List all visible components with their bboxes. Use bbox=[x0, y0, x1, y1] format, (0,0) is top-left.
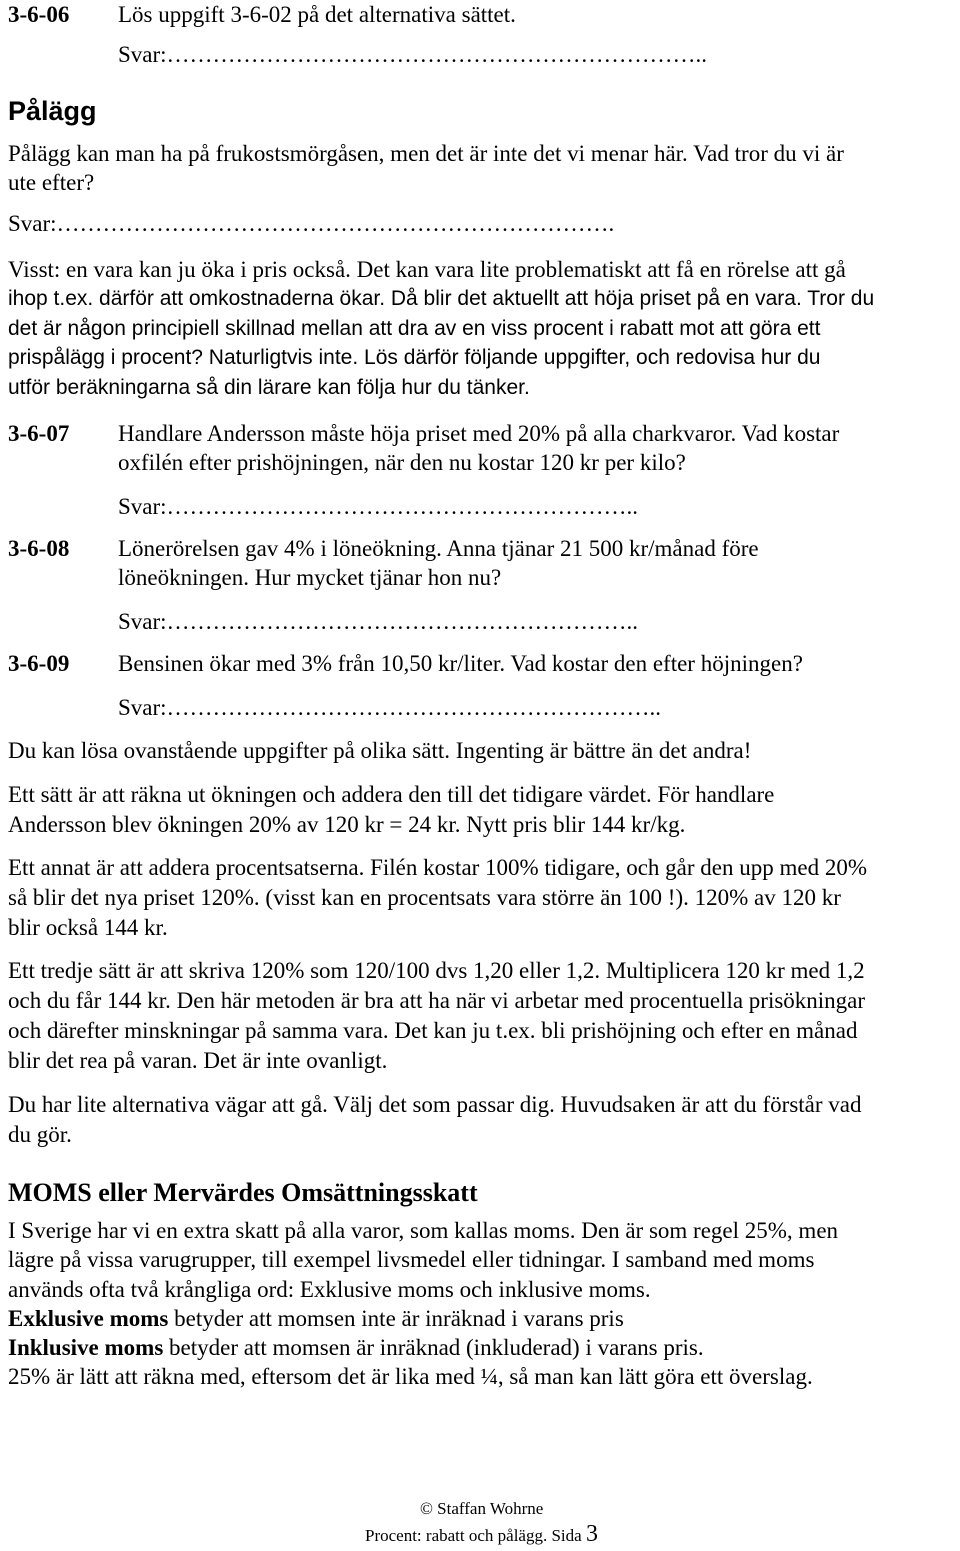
section-heading-palagg: Pålägg bbox=[8, 96, 97, 126]
palagg-paragraph-line: utför beräkningarna så din lärare kan följa hur du tänker. bbox=[8, 376, 530, 399]
methods-paragraph-line: och därefter minskningar på samma vara. Det kan ju t.ex. bli prishöjning och efter en månad bbox=[8, 1018, 858, 1043]
footer-page-info bbox=[365, 1519, 598, 1551]
palagg-paragraph-line: Visst: en vara kan ju öka i pris också. Det kan vara lite problematiskt att få en rörelse att gå bbox=[8, 257, 846, 282]
exercise-text-0607: Handlare Andersson måste höja priset med 20% på alla charkvaror. Vad kostar bbox=[118, 421, 840, 446]
palagg-paragraph-line: det är någon principiell skillnad mellan att dra av en viss procent i rabatt mot att göra ett bbox=[8, 317, 821, 340]
moms-paragraph-line: I Sverige har vi en extra skatt på alla varor, som kallas moms. Den är som regel 25%, men bbox=[8, 1218, 839, 1243]
methods-paragraph-line: blir också 144 kr. bbox=[8, 915, 168, 940]
definition-term: Inklusive moms bbox=[8, 1335, 164, 1360]
exercise-number-0609: 3-6-09 bbox=[8, 651, 70, 676]
methods-paragraph-line: så blir det nya priset 120%. (visst kan en procentsats vara större än 100 !). 120% av 120 kr bbox=[8, 885, 841, 910]
moms-definition-exklusive bbox=[8, 1304, 624, 1334]
methods-paragraph-line: Ett annat är att addera procentsatserna. Filén kostar 100% tidigare, och går den upp med 20% bbox=[8, 855, 868, 880]
footer-page-number: 3 bbox=[585, 1521, 598, 1547]
footer-page-label: Procent: rabatt och pålägg. Sida bbox=[365, 1526, 586, 1545]
exercise-number-0608: 3-6-08 bbox=[8, 536, 70, 561]
moms-paragraph-line: används ofta två krångliga ord: Exklusive moms och inklusive moms. bbox=[8, 1277, 651, 1302]
palagg-intro-line: ute efter? bbox=[8, 170, 95, 195]
moms-paragraph-line: lägre på vissa varugrupper, till exempel livsmedel eller tidningar. I samband med moms bbox=[8, 1247, 815, 1272]
palagg-paragraph-line: prispålägg i procent? Naturligtvis inte. Lös därför följande uppgifter, och redovisa hur du bbox=[8, 346, 821, 369]
exercise-text-0608: Lönerörelsen gav 4% i löneökning. Anna tjänar 21 500 kr/månad före bbox=[118, 536, 759, 561]
answer-line-0606: Svar:…………………………………………………………….. bbox=[118, 42, 708, 67]
exercise-text-0606: Lös uppgift 3-6-02 på det alternativa sättet. bbox=[118, 2, 516, 27]
methods-paragraph-line: du gör. bbox=[8, 1122, 72, 1147]
answer-line-palagg: Svar:………………………………………………………………. bbox=[8, 211, 615, 236]
moms-definition-inklusive bbox=[8, 1333, 704, 1363]
answer-line-0607: Svar:…………………………………………………….. bbox=[118, 494, 639, 519]
exercise-number-0606: 3-6-06 bbox=[8, 2, 70, 27]
palagg-paragraph-line: ihop t.ex. därför att omkostnaderna ökar. Då blir det aktuellt att höja priset på en vara. Tror du bbox=[8, 287, 875, 310]
methods-paragraph: Du kan lösa ovanstående uppgifter på olika sätt. Ingenting är bättre än det andra! bbox=[8, 738, 752, 763]
section-heading-moms: MOMS eller Mervärdes Omsättningsskatt bbox=[8, 1178, 478, 1207]
answer-line-0609: Svar:……………………………………………………….. bbox=[118, 695, 662, 720]
exercise-text-0607: oxfilén efter prishöjningen, när den nu kostar 120 kr per kilo? bbox=[118, 450, 686, 475]
methods-paragraph-line: blir det rea på varan. Det är inte ovanligt. bbox=[8, 1048, 388, 1073]
exercise-text-0608: löneökningen. Hur mycket tjänar hon nu? bbox=[118, 565, 502, 590]
moms-paragraph-line: 25% är lätt att räkna med, eftersom det är lika med ¼, så man kan lätt göra ett överslag. bbox=[8, 1364, 813, 1389]
definition-text: betyder att momsen inte är inräknad i varans pris bbox=[168, 1306, 624, 1331]
footer-copyright: © Staffan Wohrne bbox=[420, 1499, 544, 1518]
definition-term: Exklusive moms bbox=[8, 1306, 169, 1331]
methods-paragraph-line: Ett tredje sätt är att skriva 120% som 120/100 dvs 1,20 eller 1,2. Multiplicera 120 kr med 1,2 bbox=[8, 958, 865, 983]
exercise-number-0607: 3-6-07 bbox=[8, 421, 70, 446]
methods-paragraph-line: Ett sätt är att räkna ut ökningen och addera den till det tidigare värdet. För handlare bbox=[8, 782, 775, 807]
exercise-text-0609: Bensinen ökar med 3% från 10,50 kr/liter. Vad kostar den efter höjningen? bbox=[118, 651, 803, 676]
definition-text: betyder att momsen är inräknad (inkluderad) i varans pris. bbox=[163, 1335, 704, 1360]
methods-paragraph-line: Du har lite alternativa vägar att gå. Välj det som passar dig. Huvudsaken är att du förstår vad bbox=[8, 1092, 862, 1117]
palagg-intro-line: Pålägg kan man ha på frukostsmörgåsen, men det är inte det vi menar här. Vad tror du vi är bbox=[8, 141, 844, 166]
methods-paragraph-line: och du får 144 kr. Den här metoden är bra att ha när vi arbetar med procentuella prisökningar bbox=[8, 988, 866, 1013]
answer-line-0608: Svar:…………………………………………………….. bbox=[118, 609, 639, 634]
methods-paragraph-line: Andersson blev ökningen 20% av 120 kr = 24 kr. Nytt pris blir 144 kr/kg. bbox=[8, 812, 686, 837]
